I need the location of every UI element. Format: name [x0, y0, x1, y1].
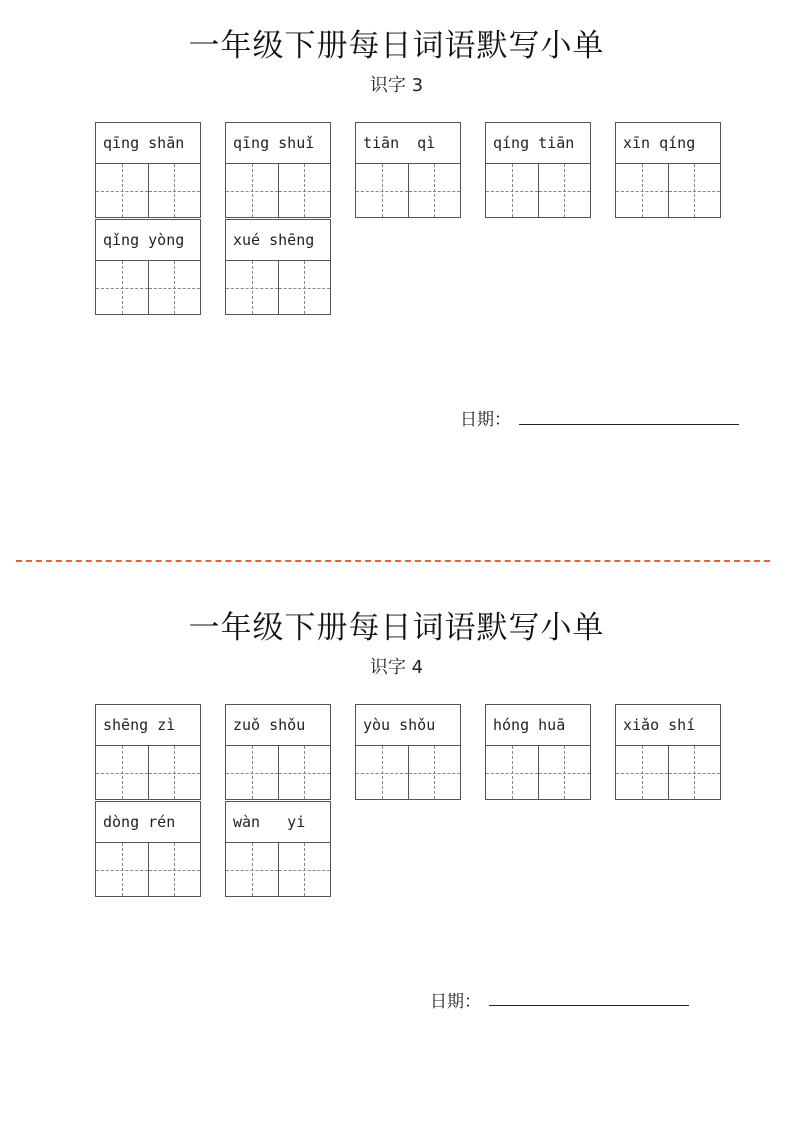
pinyin-label: qīng shuǐ [226, 123, 330, 164]
writing-cell[interactable] [96, 261, 148, 314]
cut-divider-line [16, 560, 770, 562]
sheet-title: 一年级下册每日词语默写小单 [188, 610, 605, 646]
pinyin-label: xiǎo shí [616, 705, 720, 746]
writing-grid[interactable] [226, 261, 330, 314]
sheet-subtitle: 识字 3 [369, 75, 424, 96]
date-label: 日期： [460, 410, 511, 430]
writing-cell[interactable] [226, 746, 278, 799]
word-card [485, 704, 591, 800]
writing-cell[interactable] [278, 261, 331, 314]
writing-grid[interactable] [486, 164, 590, 217]
writing-cell[interactable] [538, 746, 591, 799]
writing-cell[interactable] [356, 746, 408, 799]
writing-grid[interactable] [356, 746, 460, 799]
word-card [95, 801, 201, 897]
writing-cell[interactable] [278, 843, 331, 896]
word-card [355, 704, 461, 800]
writing-cell[interactable] [148, 746, 201, 799]
sheet-title: 一年级下册每日词语默写小单 [188, 28, 605, 64]
word-card [95, 122, 201, 218]
writing-grid[interactable] [226, 746, 330, 799]
pinyin-label: qíng tiān [486, 123, 590, 164]
writing-grid[interactable] [96, 746, 200, 799]
writing-grid[interactable] [356, 164, 460, 217]
writing-cell[interactable] [616, 746, 668, 799]
writing-grid[interactable] [226, 164, 330, 217]
word-card [225, 122, 331, 218]
writing-cell[interactable] [148, 843, 201, 896]
writing-cell[interactable] [96, 843, 148, 896]
word-card [95, 219, 201, 315]
writing-cell[interactable] [408, 164, 461, 217]
word-card [615, 122, 721, 218]
writing-grid[interactable] [486, 746, 590, 799]
word-card [225, 801, 331, 897]
writing-cell[interactable] [486, 164, 538, 217]
writing-cell[interactable] [486, 746, 538, 799]
writing-grid[interactable] [616, 746, 720, 799]
writing-grid[interactable] [96, 164, 200, 217]
writing-cell[interactable] [148, 164, 201, 217]
writing-cell[interactable] [226, 843, 278, 896]
pinyin-label: zuǒ shǒu [226, 705, 330, 746]
writing-grid[interactable] [96, 843, 200, 896]
writing-cell[interactable] [96, 164, 148, 217]
pinyin-label: qīng shān [96, 123, 200, 164]
date-entry-line[interactable] [519, 424, 739, 425]
pinyin-label: yòu shǒu [356, 705, 460, 746]
pinyin-label: xué shēng [226, 220, 330, 261]
writing-grid[interactable] [96, 261, 200, 314]
pinyin-label: shēng zì [96, 705, 200, 746]
writing-cell[interactable] [538, 164, 591, 217]
word-card [485, 122, 591, 218]
word-card [95, 704, 201, 800]
writing-cell[interactable] [148, 261, 201, 314]
writing-cell[interactable] [96, 746, 148, 799]
writing-grid[interactable] [616, 164, 720, 217]
pinyin-label: qǐng yòng [96, 220, 200, 261]
writing-cell[interactable] [668, 164, 721, 217]
writing-grid[interactable] [226, 843, 330, 896]
date-label: 日期： [430, 992, 481, 1012]
writing-cell[interactable] [226, 164, 278, 217]
writing-cell[interactable] [616, 164, 668, 217]
pinyin-label: xīn qíng [616, 123, 720, 164]
writing-cell[interactable] [356, 164, 408, 217]
word-card [355, 122, 461, 218]
word-card [225, 219, 331, 315]
pinyin-label: hóng huā [486, 705, 590, 746]
writing-cell[interactable] [668, 746, 721, 799]
writing-cell[interactable] [278, 746, 331, 799]
word-card [615, 704, 721, 800]
writing-cell[interactable] [408, 746, 461, 799]
date-entry-line[interactable] [489, 1005, 689, 1006]
writing-cell[interactable] [278, 164, 331, 217]
pinyin-label: tiān qì [356, 123, 460, 164]
word-card [225, 704, 331, 800]
writing-cell[interactable] [226, 261, 278, 314]
sheet-subtitle: 识字 4 [369, 657, 424, 678]
pinyin-label: dòng rén [96, 802, 200, 843]
pinyin-label: wàn yi [226, 802, 330, 843]
